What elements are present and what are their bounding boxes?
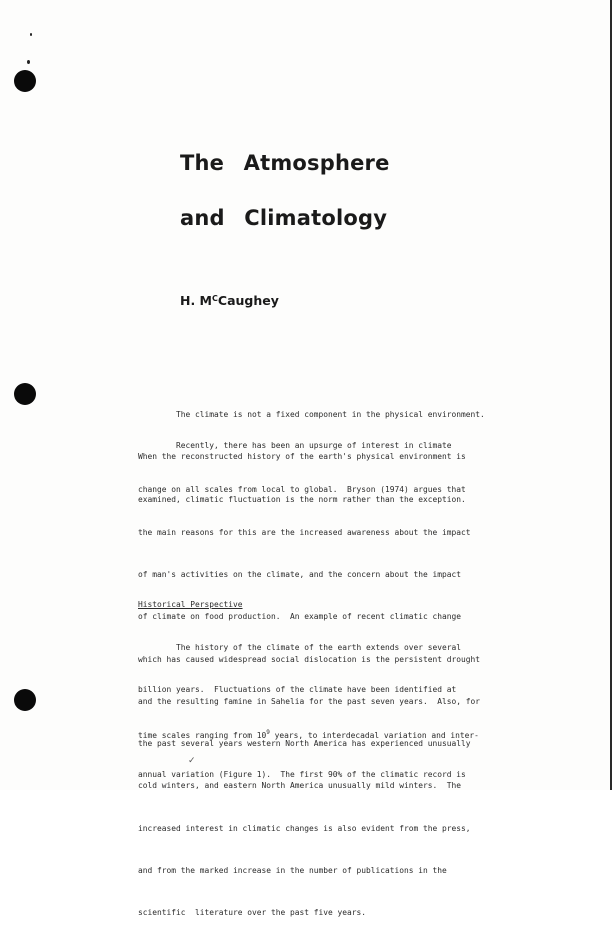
text-line: cold winters, and eastern North America unusually mild winters. The	[138, 781, 462, 791]
title-line-2: and Climatology	[180, 206, 388, 230]
text-line: examined, climatic fluctuation is the norm rather than the exception.	[138, 494, 466, 504]
text-line: The climate is not a fixed component in the physical environment.	[138, 410, 485, 420]
text-line: The history of the climate of the earth extends over several	[138, 643, 462, 653]
section-heading: Historical Perspective	[138, 600, 243, 609]
text-line: and the resulting famine in Sahelia for the past seven years. Also, for	[138, 696, 481, 706]
text-line: and from the marked increase in the number of publications in the	[138, 866, 447, 875]
exponent: 9	[266, 728, 270, 736]
pen-check-mark: ✓	[188, 756, 196, 766]
text-line: increased interest in climatic changes is also evident from the press,	[138, 823, 471, 833]
punch-hole-top	[14, 70, 36, 92]
text-fragment: years, to interdecadal variation and inter-	[269, 730, 479, 740]
text-line: scientific literature over the past five years.	[138, 908, 367, 918]
text-fragment: time scales ranging from 10	[138, 730, 267, 740]
text-line: change on all scales from local to global. Bryson (1974) argues that	[138, 485, 466, 495]
text-line: billion years. Fluctuations of the climate have been identified at	[138, 685, 457, 695]
punch-hole-bottom	[14, 689, 36, 711]
text-line: the main reasons for this are the increased awareness about the impact	[138, 527, 471, 537]
text-line: of climate on food production. An example of recent climatic change	[138, 612, 462, 622]
speck-mark	[30, 33, 32, 36]
author-superscript: C	[212, 294, 218, 303]
text-line	[138, 726, 518, 740]
text-line: of man's activities on the climate, and the concern about the impact	[138, 570, 462, 580]
paragraph-3	[138, 613, 518, 810]
title-line-1: The Atmosphere	[180, 151, 390, 175]
author-prefix: H. M	[180, 293, 213, 308]
punch-hole-middle	[14, 383, 36, 405]
text-line: which has caused widespread social dislocation is the persistent drought	[138, 654, 481, 664]
text-line: Recently, there has been an upsurge of interest in climate	[138, 441, 452, 451]
author-name	[180, 293, 279, 308]
text-line: annual variation (Figure 1). The first 90% of the climatic record is	[138, 770, 466, 780]
speck-mark	[27, 60, 30, 64]
text-line: the past several years western North America has experienced unusually	[138, 739, 471, 749]
author-suffix: Caughey	[217, 293, 279, 308]
text-line: When the reconstructed history of the earth's physical environment is	[138, 452, 466, 462]
